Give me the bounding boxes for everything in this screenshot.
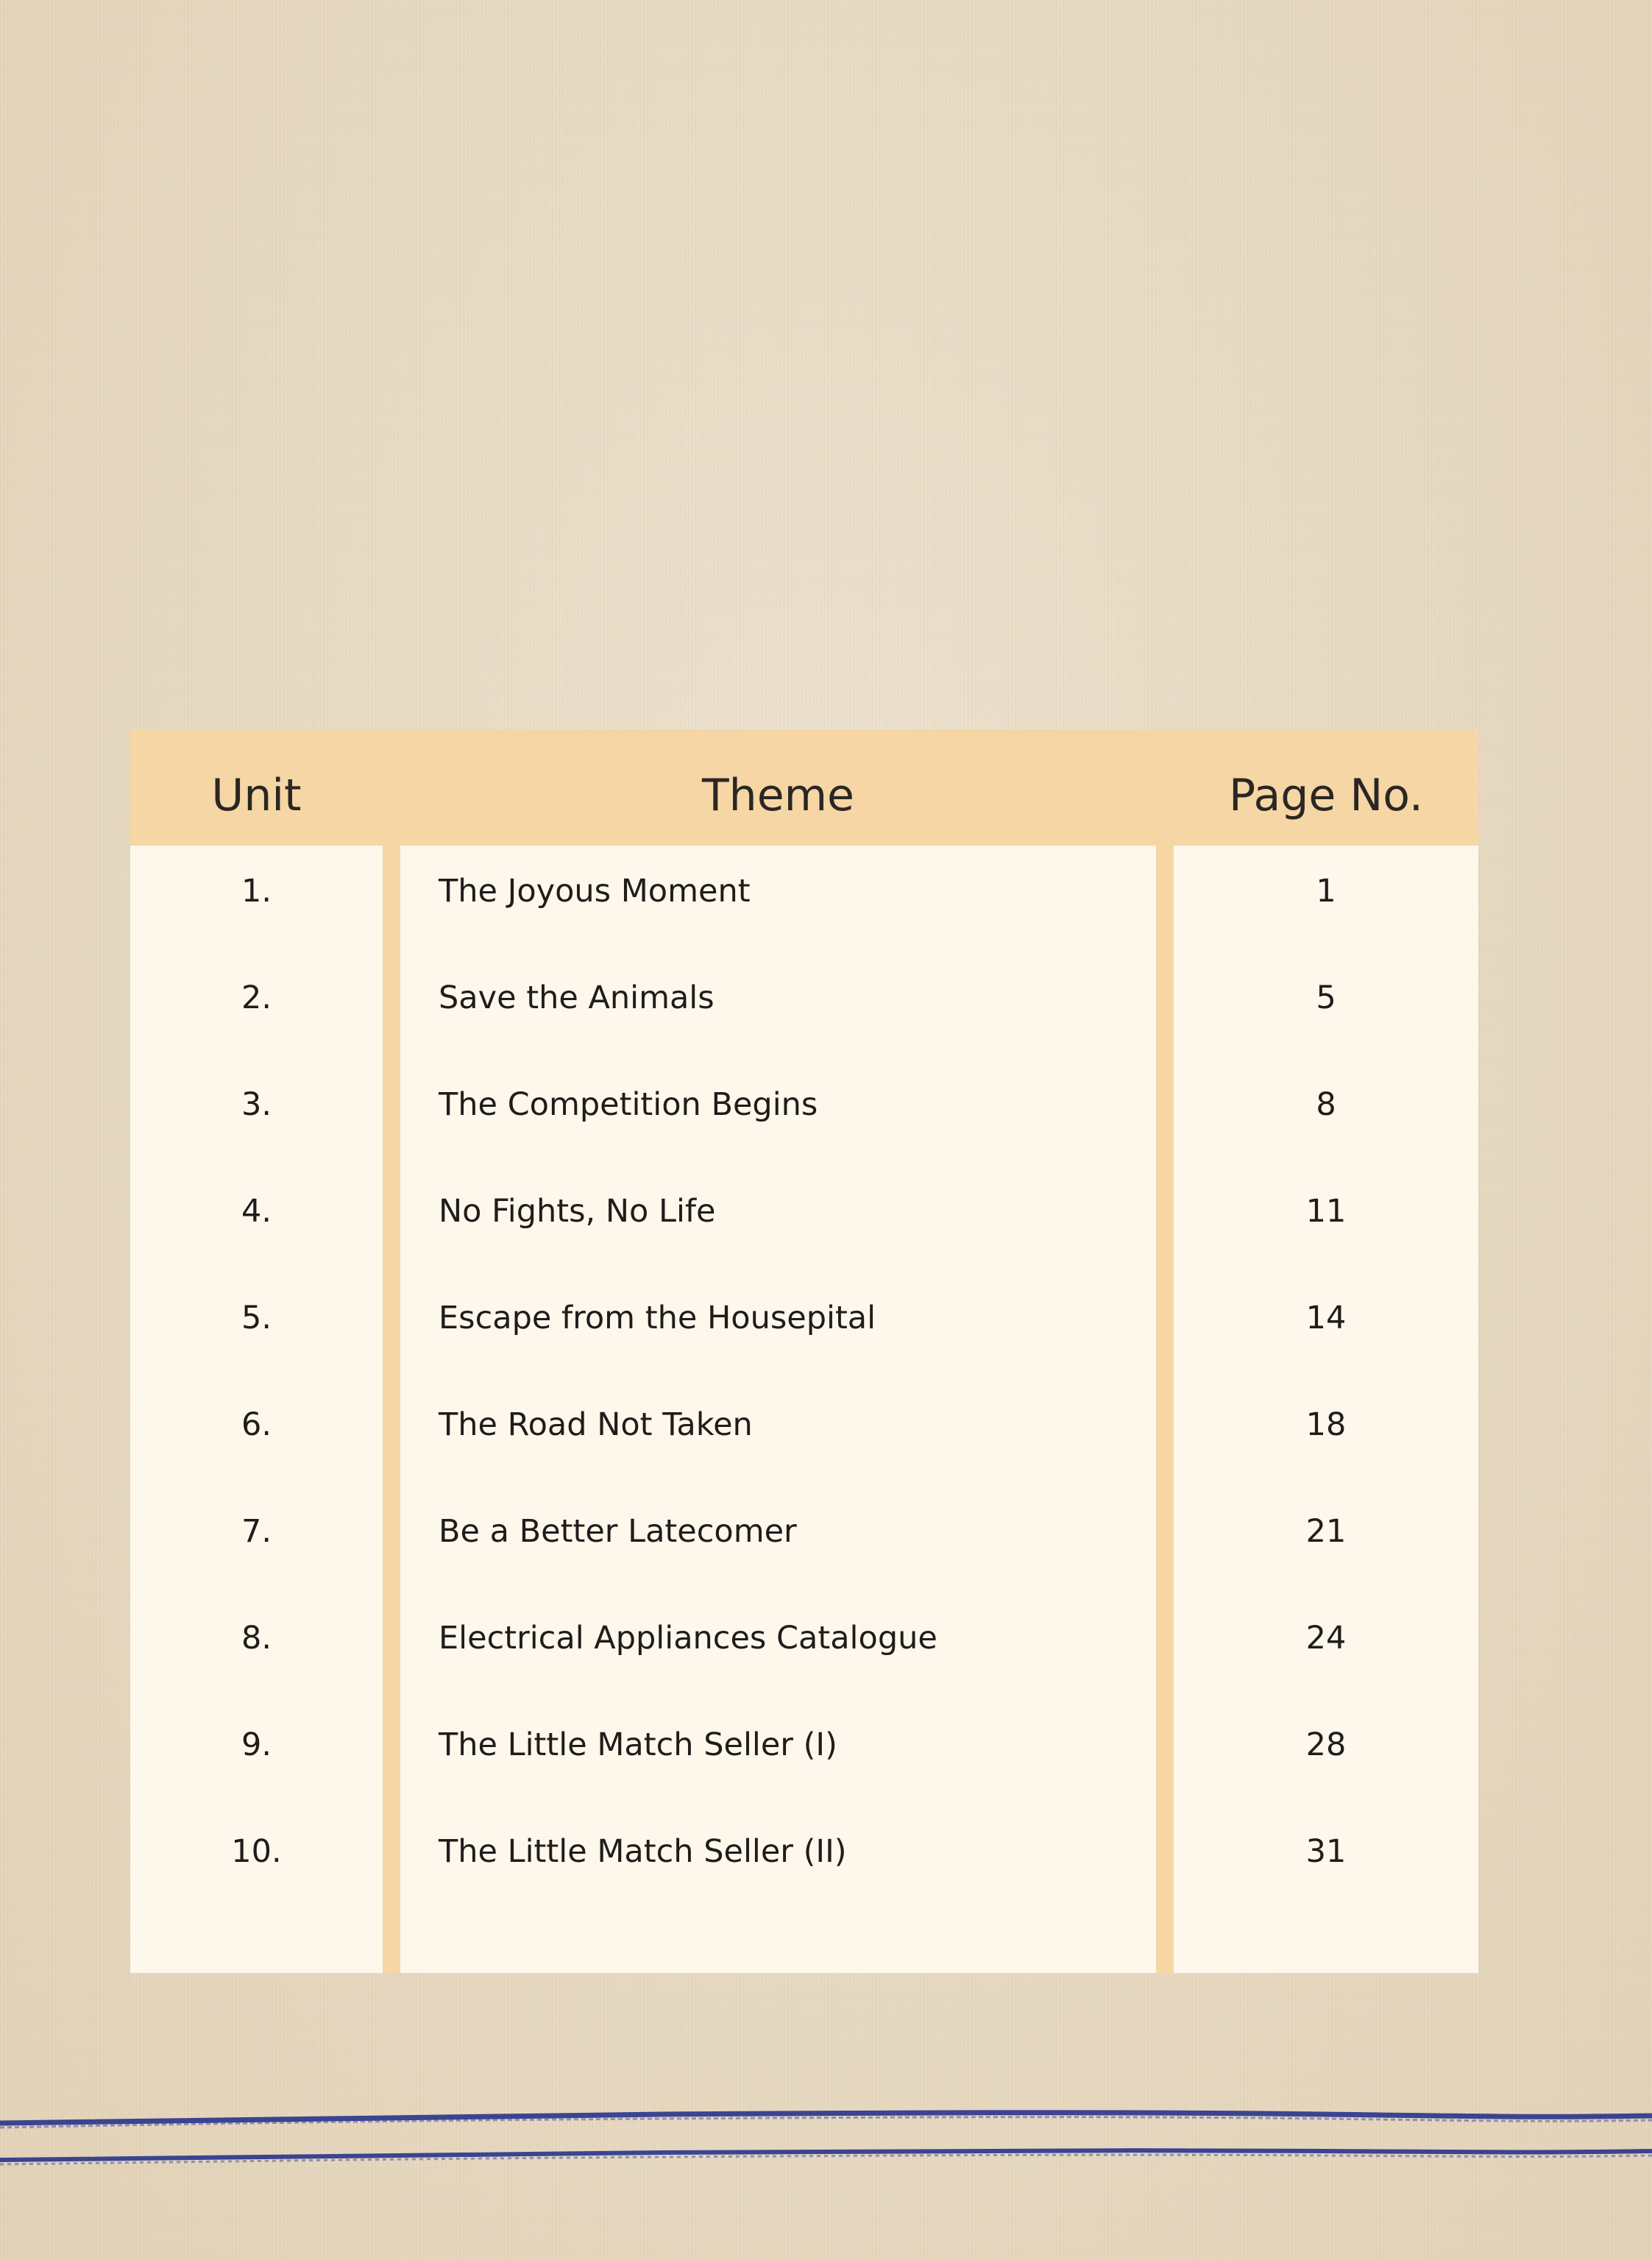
theme-title: No Fights, No Life	[439, 1193, 716, 1230]
table-row[interactable]	[130, 952, 1478, 1059]
table-body	[130, 846, 1478, 1913]
page-number: 31	[1305, 1833, 1347, 1870]
unit-number: 8.	[241, 1620, 272, 1657]
header-theme: Theme	[702, 770, 854, 821]
page-number: 28	[1305, 1726, 1347, 1763]
theme-title: Electrical Appliances Catalogue	[439, 1620, 937, 1657]
table-row[interactable]	[130, 846, 1478, 952]
table-row[interactable]	[130, 1059, 1478, 1166]
page-number: 21	[1305, 1513, 1347, 1550]
page-number: 8	[1316, 1086, 1336, 1123]
page-number: 5	[1316, 980, 1336, 1016]
woven-stripe-decoration	[0, 2086, 1652, 2175]
header-page-no: Page No.	[1229, 770, 1423, 821]
header-unit: Unit	[211, 770, 302, 821]
table-row[interactable]	[130, 1379, 1478, 1486]
unit-number: 9.	[241, 1726, 272, 1763]
table-row[interactable]	[130, 1806, 1478, 1913]
unit-number: 4.	[241, 1193, 272, 1230]
table-header-row	[130, 729, 1478, 846]
theme-title: The Joyous Moment	[439, 873, 751, 910]
theme-title: Be a Better Latecomer	[439, 1513, 797, 1550]
unit-number: 1.	[241, 873, 272, 910]
contents-table	[130, 729, 1478, 1973]
unit-number: 3.	[241, 1086, 272, 1123]
table-row[interactable]	[130, 1699, 1478, 1806]
page-number: 14	[1305, 1300, 1347, 1336]
page-number: 18	[1305, 1406, 1347, 1443]
table-row[interactable]	[130, 1166, 1478, 1272]
unit-number: 2.	[241, 980, 272, 1016]
table-row[interactable]	[130, 1272, 1478, 1379]
theme-title: The Competition Begins	[439, 1086, 818, 1123]
unit-number: 5.	[241, 1300, 272, 1336]
page-number: 24	[1305, 1620, 1347, 1657]
unit-number: 6.	[241, 1406, 272, 1443]
unit-number: 7.	[241, 1513, 272, 1550]
theme-title: The Little Match Seller (II)	[439, 1833, 847, 1870]
theme-title: Escape from the Housepital	[439, 1300, 876, 1336]
table-row[interactable]	[130, 1486, 1478, 1593]
unit-number: 10.	[231, 1833, 282, 1870]
table-row[interactable]	[130, 1593, 1478, 1699]
page-number: 1	[1316, 873, 1336, 910]
page-number: 11	[1305, 1193, 1347, 1230]
theme-title: The Road Not Taken	[439, 1406, 753, 1443]
theme-title: The Little Match Seller (I)	[439, 1726, 837, 1763]
theme-title: Save the Animals	[439, 980, 715, 1016]
